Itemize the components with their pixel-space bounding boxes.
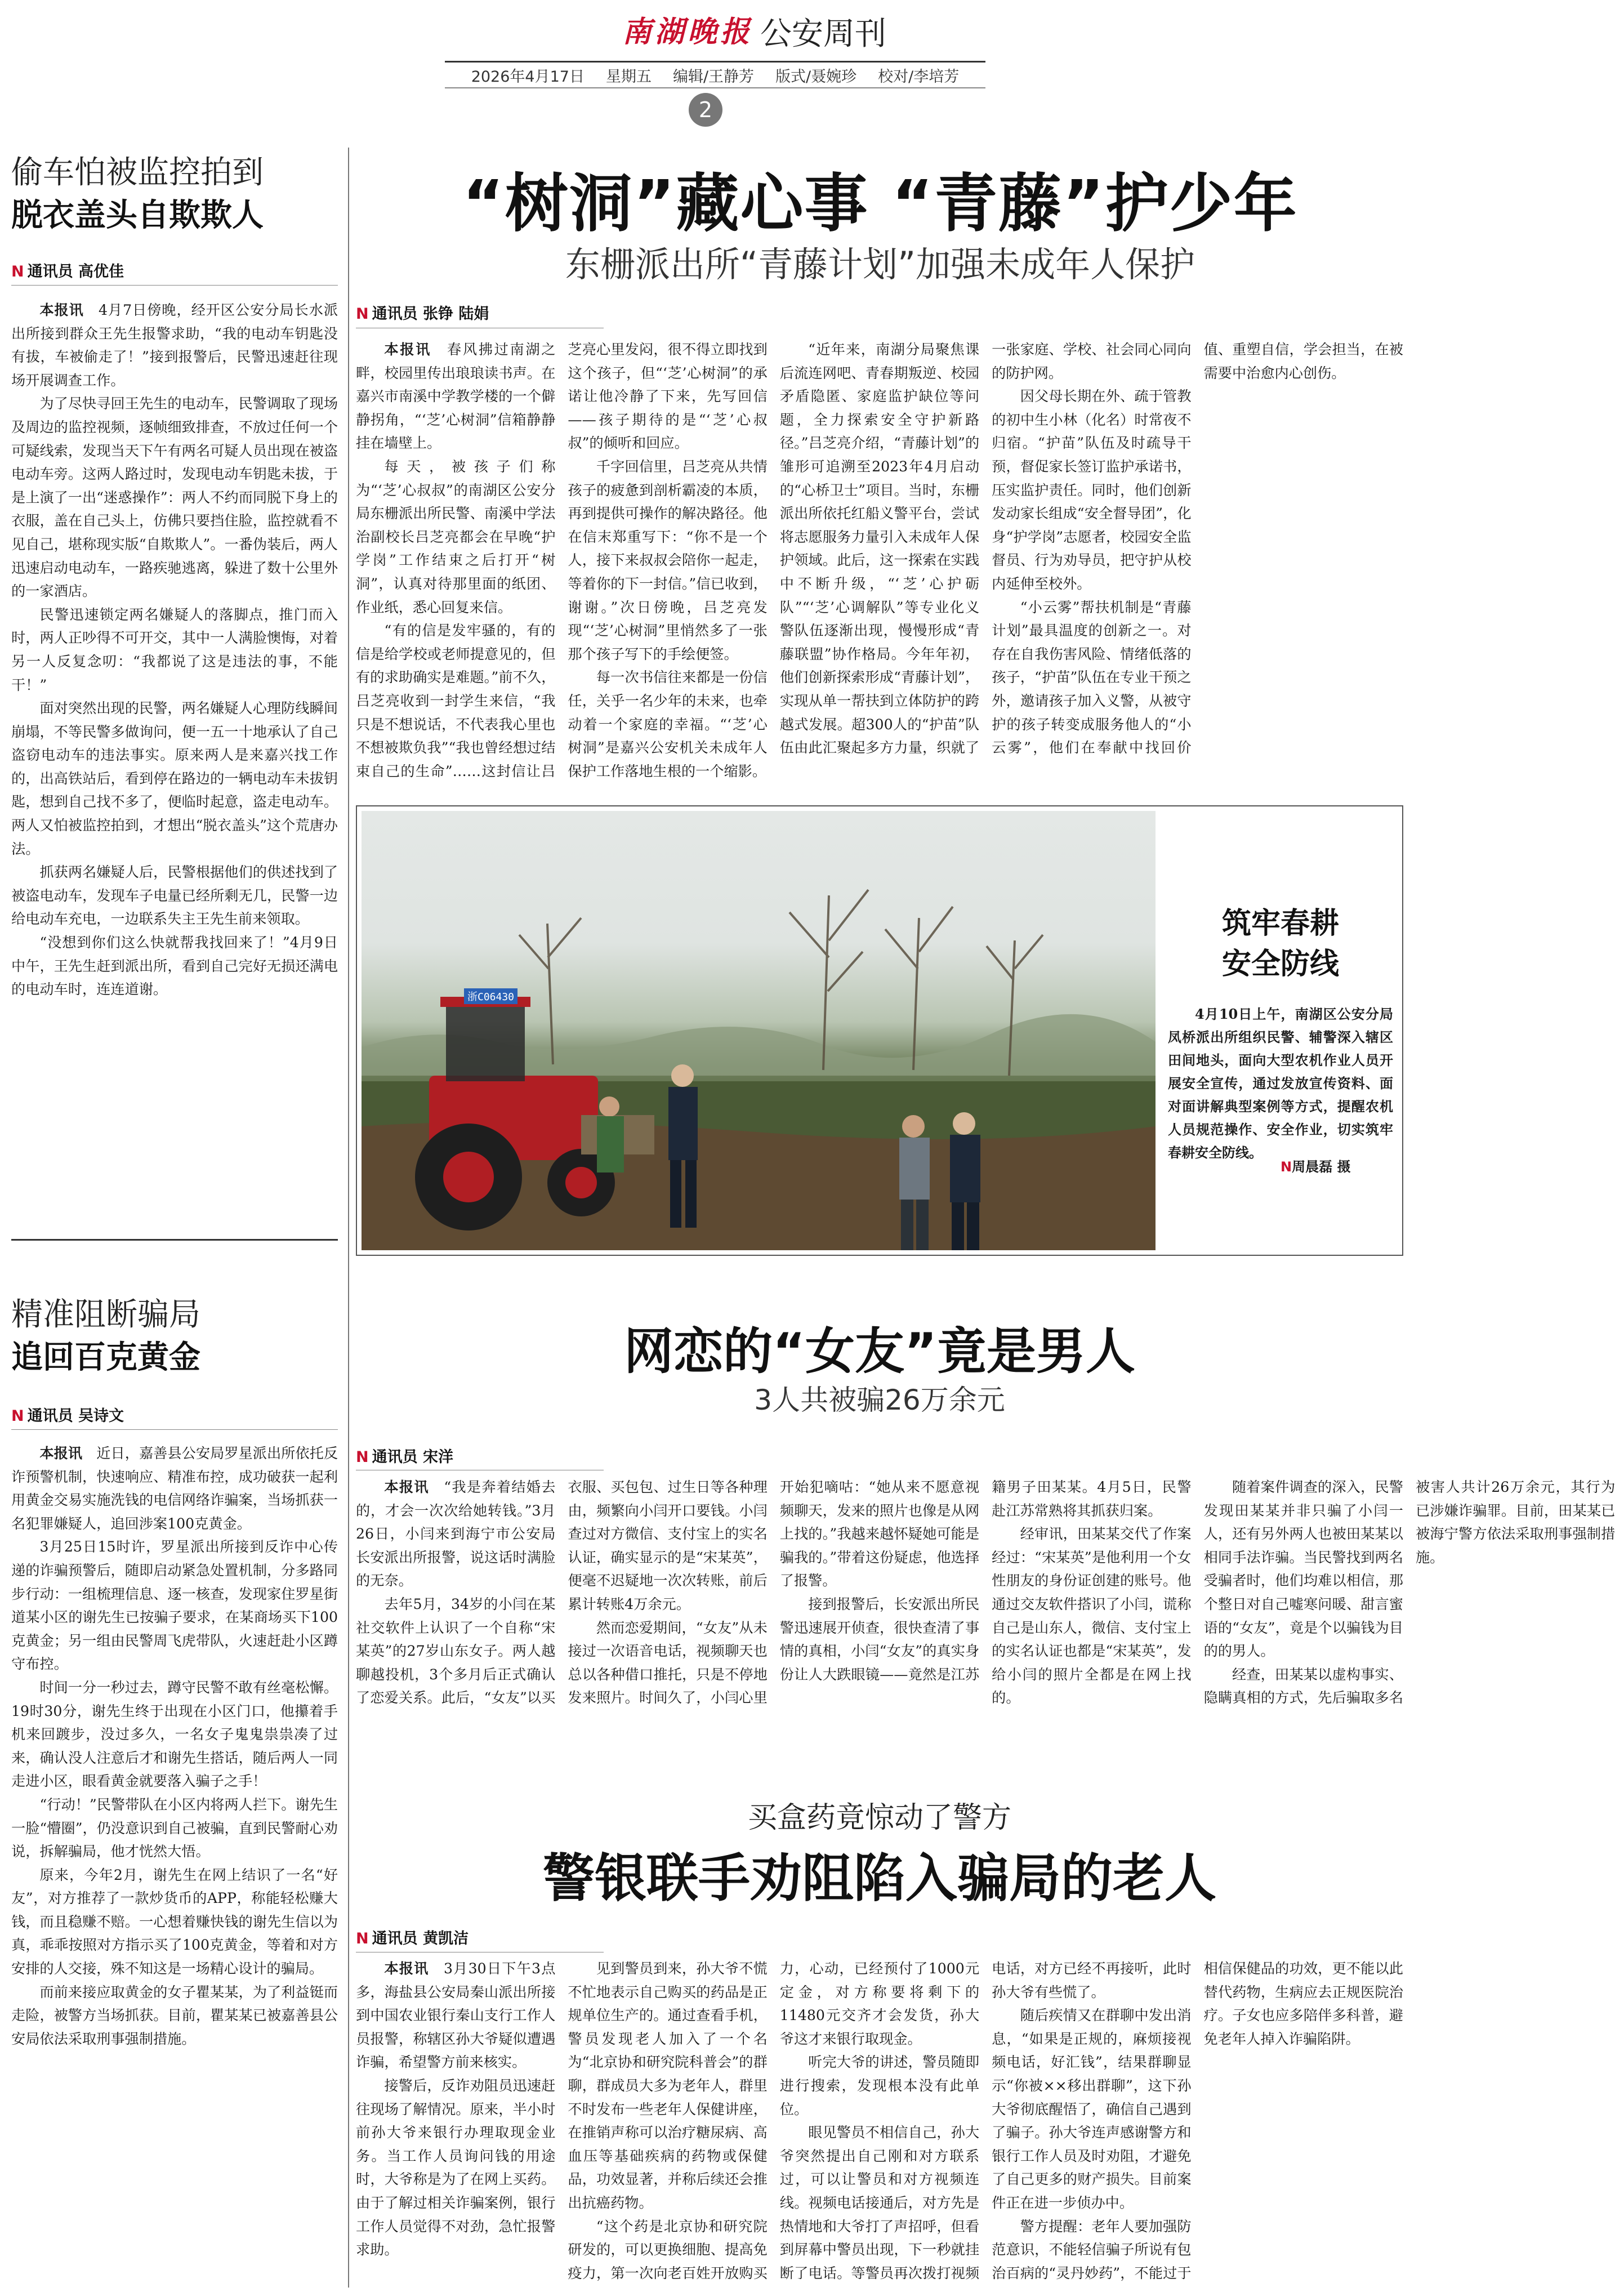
- photo-frame: [356, 805, 1403, 1256]
- page-number-badge: [689, 93, 722, 127]
- masthead-rule: [445, 61, 985, 63]
- news-photo: [362, 811, 1156, 1250]
- byline-medicine-text: 通讯员 黄凯洁: [372, 1930, 469, 1947]
- paragraph: “有的信是发牢骚的，有的信是给学校或老师提意见的，但有的求助确实是难题。”前不久，吕芝亮收到一封学生来信，“我只是不想说话，不代表我心里也不想被欺负我”“我也曾经想过结束自己的生命”……这封信让吕芝亮心里发闷，很不得立即找到这个孩子，但“‘芝’心树洞”的承诺让他冷静了下来，先写回信——孩子期待的是“‘芝’心叔叔”的倾听和回应。: [356, 341, 768, 779]
- headline-gold-1: 精准阻断骗局: [11, 1296, 200, 1333]
- news-n-icon: N: [1281, 1159, 1292, 1175]
- paragraph: 千字回信里，吕芝亮从共情孩子的疲惫到剖析霸凌的本质，再到提供可操作的解决路径。他在信末郑重写下：“你不是一个人，接下来叔叔会陪你一起走，等着你的下一封信。”信已收到，谢谢。”次日傍晚，吕芝亮发现“‘芝’心树洞”里悄然多了一张那个孩子写下的手绘便签。: [568, 458, 768, 662]
- date-rule: [445, 87, 985, 88]
- lead-label: 本报讯: [384, 341, 432, 358]
- paragraph: 而前来接应取黄金的女子瞿某某，为了利益铤而走险，被警方当场抓获。目前，瞿某某已被嘉善县公安局依法采取刑事强制措施。: [11, 1983, 338, 2047]
- paragraph: 警方提醒：老年人要加强防范意识，不能轻信骗子所说有包治百病的“灵丹妙药”，不能过于相信保健品的功效，更不能以此替代药物，生病应去正规医院治疗。子女也应多陪伴多科普，避免老年人掉入诈骗陷阱。: [992, 1960, 1403, 2281]
- paragraph: “这个药是北京协和研究院研发的，可以更换细胞、提高免疫力，第一次向老百姓开放购买力，心动，已经预付了1000元定金，对方称要将剩下的11480元交齐才会发货，孙大爷这才来银行取现金。: [568, 1960, 980, 2281]
- newspaper-logo: 南湖晚报: [622, 15, 753, 49]
- paragraph: 本报讯 春风拂过南湖之畔，校园里传出琅琅读书声。在嘉兴市南溪中学教学楼的一个僻静拐角，“‘芝’心树洞”信箱静静挂在墙壁上。: [356, 341, 556, 452]
- headline-tree: “树洞”藏心事 “青藤”护少年: [462, 167, 1298, 240]
- photo-title-2: 安全防线: [1221, 947, 1339, 981]
- lead-label: 本报讯: [384, 1960, 429, 1977]
- date-line: [445, 63, 985, 87]
- paragraph: 随着案件调查的深入，民警发现田某某并非只骗了小闫一人，还有另外两人也被田某某以相同手法诈骗。当民警找到两名受骗者时，他们均难以相信，那个整日对自己嘘寒问暖、甜言蜜语的“女友”，竟是个以骗钱为目的的男人。: [1203, 1479, 1403, 1660]
- paragraph: 经查，田某某以虚构事实、隐瞒真相的方式，先后骗取多名被害人共计26万余元，其行为已涉嫌诈骗罪。目前，田某某已被海宁警方依法采取刑事强制措施。: [1203, 1479, 1615, 1706]
- section-title: 公安周刊: [760, 16, 886, 52]
- news-n-icon: N: [356, 305, 369, 323]
- story-gold-body: [11, 1442, 338, 2286]
- story-theft-body: [11, 298, 338, 1323]
- paragraph: 为了尽快寻回王先生的电动车，民警调取了现场及周边的监控视频，逐帧细致排查，不放过任何一个可疑线索，发现当天下午有两名可疑人员出现在被盗电动车旁。这两人路过时，发现电动车钥匙未拔，于是上演了一出“迷惑操作”：两人不约而同脱下身上的衣服，盖在自己头上，仿佛只要挡住脸，监控就看不见自己，堪称现实版“自欺欺人”。一番伪装后，两人迅速启动电动车，一路疾驰逃离，躲进了数十公里外的一家酒店。: [11, 395, 338, 600]
- left-column-divider: [11, 1239, 338, 1241]
- paragraph: “小云雾”帮扶机制是“青藤计划”最具温度的创新之一。对存在自我伤害风险、情绪低落的孩子，“护苗”队伍在专业干预之外，邀请孩子加入义警，从被守护的孩子转变成服务他人的“小云雾”，他们在奉献中找回价值、重塑自信，学会担当，在被需要中治愈内心创伤。: [992, 341, 1403, 756]
- photo-caption: 4月10日上午，南湖区公安分局凤桥派出所组织民警、辅警深入辖区田间地头，面向大型农机作业人员开展安全宣传，通过发放宣传资料、面对面讲解典型案例等方式，提醒农机人员规范操作、安全作业，切实筑牢春耕安全防线。: [1168, 1006, 1393, 1161]
- paragraph: 原来，今年2月，谢先生在网上结识了一名“好友”，对方推荐了一款炒货币的APP，称能轻松赚大钱，而且稳赚不赔。一心想着赚快钱的谢先生信以为真，乖乖按照对方指示买了100克黄金，等着和对方安排的人交接，殊不知这是一场精心设计的骗局。: [11, 1866, 338, 1977]
- paragraph: 经审讯，田某某交代了作案经过：“宋某英”是他利用一个女性朋友的身份证创建的账号。他通过交友软件搭识了小闫，谎称自己是山东人，微信、支付宝上的实名认证也都是“宋某英”，发给小闫的照片全都是在网上找的。: [992, 1526, 1192, 1706]
- paragraph: 本报讯 近日，嘉善县公安局罗星派出所依托反诈预警机制，快速响应、精准布控，成功破获一起利用黄金交易实施洗钱的电信网络诈骗案，当场抓获一名犯罪嫌疑人，追回涉案100克黄金。: [11, 1445, 338, 1532]
- paragraph: 本报讯 3月30日下午3点多，海盐县公安局秦山派出所接到中国农业银行秦山支行工作人员报警，称辖区孙大爷疑似遭遇诈骗，希望警方前来核实。: [356, 1960, 556, 2071]
- paragraph: 因父母长期在外、疏于管教的初中生小林（化名）时常夜不归宿。“护苗”队伍及时疏导干预，督促家长签订监护承诺书，压实监护责任。同时，他们创新发动家长组成“安全督导团”，化身“护学岗”志愿者，校园安全监督员、行为劝导员，把守护从校内延伸至校外。: [992, 388, 1192, 592]
- paragraph: 接到报警后，长安派出所民警迅速展开侦查，很快查清了事情的真相，小闫“女友”的真实身份让人大跌眼镜——竟然是江苏籍男子田某某。4月5日，民警赴江苏常熟将其抓获归案。: [779, 1479, 1192, 1683]
- story-tree-body: [356, 302, 1403, 797]
- paragraph: 去年5月，34岁的小闫在某社交软件上认识了一个自称“宋某英”的27岁山东女子。两人越聊越投机，3个多月后正式确认了恋爱关系。此后，“女友”以买衣服、买包包、过生日等各种理由，频繁向小闫开口要钱。小闫查过对方微信、支付宝上的实名认证，确实显示的是“宋某英”，便毫不迟疑地一次次转账，前后累计转账4万余元。: [356, 1479, 768, 1706]
- story-romance-body: [356, 1442, 1615, 1723]
- lead-label: 本报讯: [384, 1478, 429, 1495]
- paragraph: 面对突然出现的民警，两名嫌疑人心理防线瞬间崩塌，不等民警多做询问，便一五一十地承认了自己盗窃电动车的违法事实。原来两人是来嘉兴找工作的，出高铁站后，看到停在路边的一辆电动车未拔钥匙，想到自己找不多了，便临时起意，盗走电动车。两人又怕被监控拍到，才想出“脱衣盖头”这个荒唐办法。: [11, 700, 338, 857]
- news-n-icon: N: [11, 1407, 24, 1425]
- paragraph: 本报讯 “我是奔着结婚去的，才会一次次给她转钱。”3月26日，小闫来到海宁市公安局长安派出所报警，说这话时满脸的无奈。: [356, 1478, 556, 1589]
- subhead-romance: 3人共被骗26万余元: [754, 1384, 1005, 1416]
- issue-weekday: 星期五: [605, 68, 652, 86]
- news-n-icon: N: [11, 263, 24, 280]
- paragraph: 听完大爷的讲述，警员随即进行搜索，发现根本没有此单位。: [779, 2054, 980, 2117]
- paragraph: 随后疾情又在群聊中发出消息，“如果是正规的，麻烦接视频电话，好汇钱”，结果群聊显示“你被××移出群聊”，这下孙大爷彻底醒悟了，确信自己遇到了骗子。孙大爷连声感谢警方和银行工作人员及时劝阻，才避免了自己更多的财产损失。目前案件正在进一步侦办中。: [992, 2007, 1192, 2211]
- main-column-separator: [348, 148, 349, 2288]
- photo-title-1: 筑牢春耕: [1221, 907, 1339, 940]
- byline-tree-text: 通讯员 张铮 陆娟: [372, 305, 489, 323]
- gold-byline-rule: [11, 1429, 338, 1430]
- headline-theft-1: 偷车怕被监控拍到: [11, 154, 264, 191]
- byline-theft-text: 通讯员 高优佳: [27, 263, 124, 280]
- paragraph: “近年来，南湖分局聚焦课后流连网吧、青春期叛逆、校园矛盾隐匿、家庭监护缺位等问题，全力探索安全守护新路径。”吕芝亮介绍，“青藤计划”的雏形可追溯至2023年4月启动的“心桥卫士”项目。当时，东栅派出所依托红船义警平台，尝试将志愿服务力量引入未成年人保护领域。此后，这一探索在实践中不断升级，“‘芝’心护砺队”“‘芝’心调解队”等专业化义警队伍逐渐出现，慢慢形成“青藤联盟”协作格局。今年年初，他们创新探索形成“青藤计划”，实现从单一帮扶到立体防护的跨越式发展。超300人的“护苗”队伍由此汇聚起多方力量，织就了一张家庭、学校、社会同心同向的防护网。: [779, 341, 1192, 756]
- paragraph: 抓获两名嫌疑人后，民警根据他们的供述找到了被盗电动车，发现车子电量已经所剩无几，民警一边给电动车充电，一边联系失主王先生前来领取。: [11, 864, 338, 928]
- paragraph: 然而恋爱期间，“女友”从未接过一次语音电话，视频聊天也总以各种借口推托，只是不停地发来照片。时间久了，小闫心里开始犯嘀咕：“她从来不愿意视频聊天，发来的照片也像是从网上找的。”我越来越怀疑她可能是骗我的。”带着这份疑虑，他选择了报警。: [568, 1479, 980, 1706]
- news-n-icon: N: [356, 1448, 369, 1466]
- byline-gold: [11, 1403, 124, 1425]
- designer-credit: 版式/聂婉珍: [775, 68, 857, 86]
- theft-byline-rule: [11, 285, 338, 286]
- paragraph: 接警后，反诈劝阻员迅速赶往现场了解情况。原来，半小时前孙大爷来银行办理取现金业务。当工作人员询问钱的用途时，大爷称是为了在网上买药。由于了解过相关诈骗案例，银行工作人员觉得不对劲，急忙报警求助。: [356, 2077, 556, 2258]
- paragraph: “没想到你们这么快就帮我找回来了！”4月9日中午，王先生赶到派出所，看到自己完好无损还满电的电动车时，连连道谢。: [11, 934, 338, 998]
- paragraph: 每天，被孩子们称为“‘芝’心叔叔”的南湖区公安分局东栅派出所民警、南溪中学法治副校长吕芝亮都会在早晚“护学岗”工作结束之后打开“树洞”，认真对待那里面的纸团、作业纸，悉心回复来信。: [356, 458, 556, 616]
- lead-label: 本报讯: [39, 1445, 83, 1461]
- byline-romance-text: 通讯员 宋洋: [372, 1448, 454, 1466]
- story-medicine-body: [356, 1923, 1403, 2289]
- paragraph: 3月25日15时许，罗星派出所接到反诈中心传递的诈骗预警后，随即启动紧急处置机制，分多路同步行动：一组梳理信息、逐一核查，发现家住罗星街道某小区的谢先生已按骗子要求，在某商场买下100克黄金；另一组由民警周飞虎带队，火速赶赴小区蹲守布控。: [11, 1539, 338, 1673]
- byline-gold-text: 通讯员 吴诗文: [27, 1407, 124, 1425]
- editor-credit: 编辑/王静芳: [672, 68, 755, 86]
- paragraph: “行动！”民警带队在小区内将两人拦下。谢先生一脸“懵圈”，仍没意识到自己被骗，直到民警耐心劝说，拆解骗局，他才恍然大悟。: [11, 1796, 338, 1860]
- page-number: 2: [698, 97, 713, 122]
- headline-romance: 网恋的“女友”竟是男人: [624, 1322, 1135, 1380]
- kicker-medicine: 买盒药竟惊动了警方: [747, 1801, 1011, 1835]
- paragraph: 每一次书信往来都是一份信任，关乎一名少年的未来，也牵动着一个家庭的幸福。“‘芝’心树洞”是嘉兴公安机关未成年人保护工作落地生根的一个缩影。: [568, 669, 768, 779]
- tractor-plate: 浙C06430: [464, 988, 517, 1004]
- headline-gold-2: 追回百克黄金: [11, 1339, 200, 1376]
- paragraph: 时间一分一秒过去，蹲守民警不敢有丝毫松懈。19时30分，谢先生终于出现在小区门口，他攥着手机来回踱步，没过多久，一名女子鬼鬼祟祟凑了过来，确认没人注意后才和谢先生搭话，随后两人一同走进小区，眼看黄金就要落入骗子之手！: [11, 1679, 338, 1790]
- photo-scene: [362, 811, 1156, 1250]
- byline-theft: [11, 259, 124, 281]
- paragraph: 见到警员到来，孙大爷不慌不忙地表示自己购买的药品是正规单位生产的。通过查看手机，警员发现老人加入了一个名为“北京协和研究院科普会”的群聊，群成员大多为老年人，群里不时发布一些老年人保健讲座，在推销声称可以治疗糖尿病、高血压等基础疾病的药物或保健品，功效显著，并称后续还会推出抗癌药物。: [568, 1960, 768, 2211]
- headline-medicine: 警银联手劝阻陷入骗局的老人: [542, 1848, 1216, 1909]
- lead-label: 本报讯: [39, 301, 84, 318]
- paragraph: 眼见警员不相信自己，孙大爷突然提出自己刚和对方联系过，可以让警员和对方视频连线。视频电话接通后，对方先是热情地和大爷打了声招呼，但看到屏幕中警员出现，下一秒就挂断了电话。等警员再次拨打视频电话，对方已经不再接听，此时孙大爷有些慌了。: [779, 1960, 1192, 2281]
- issue-date: 2026年4月17日: [471, 68, 585, 86]
- subhead-tree: 东栅派出所“青藤计划”加强未成年人保护: [565, 244, 1195, 285]
- headline-theft-2: 脱衣盖头自欺欺人: [11, 197, 264, 234]
- news-n-icon: N: [356, 1930, 369, 1947]
- paragraph: 民警迅速锁定两名嫌疑人的落脚点，推门而入时，两人正吵得不可开交，其中一人满脸懊悔，对着另一人反复念叨：“我都说了这是违法的事，不能干！”: [11, 606, 338, 693]
- photo-credit: N周晨磊 摄: [1281, 1159, 1351, 1175]
- paragraph: 本报讯 4月7日傍晚，经开区公安分局长水派出所接到群众王先生报警求助，“我的电动车钥匙没有拔，车被偷走了！”接到报警后，民警迅速赶往现场开展调查工作。: [11, 301, 338, 389]
- proofreader-credit: 校对/李培芳: [878, 68, 960, 86]
- masthead: [0, 0, 1411, 62]
